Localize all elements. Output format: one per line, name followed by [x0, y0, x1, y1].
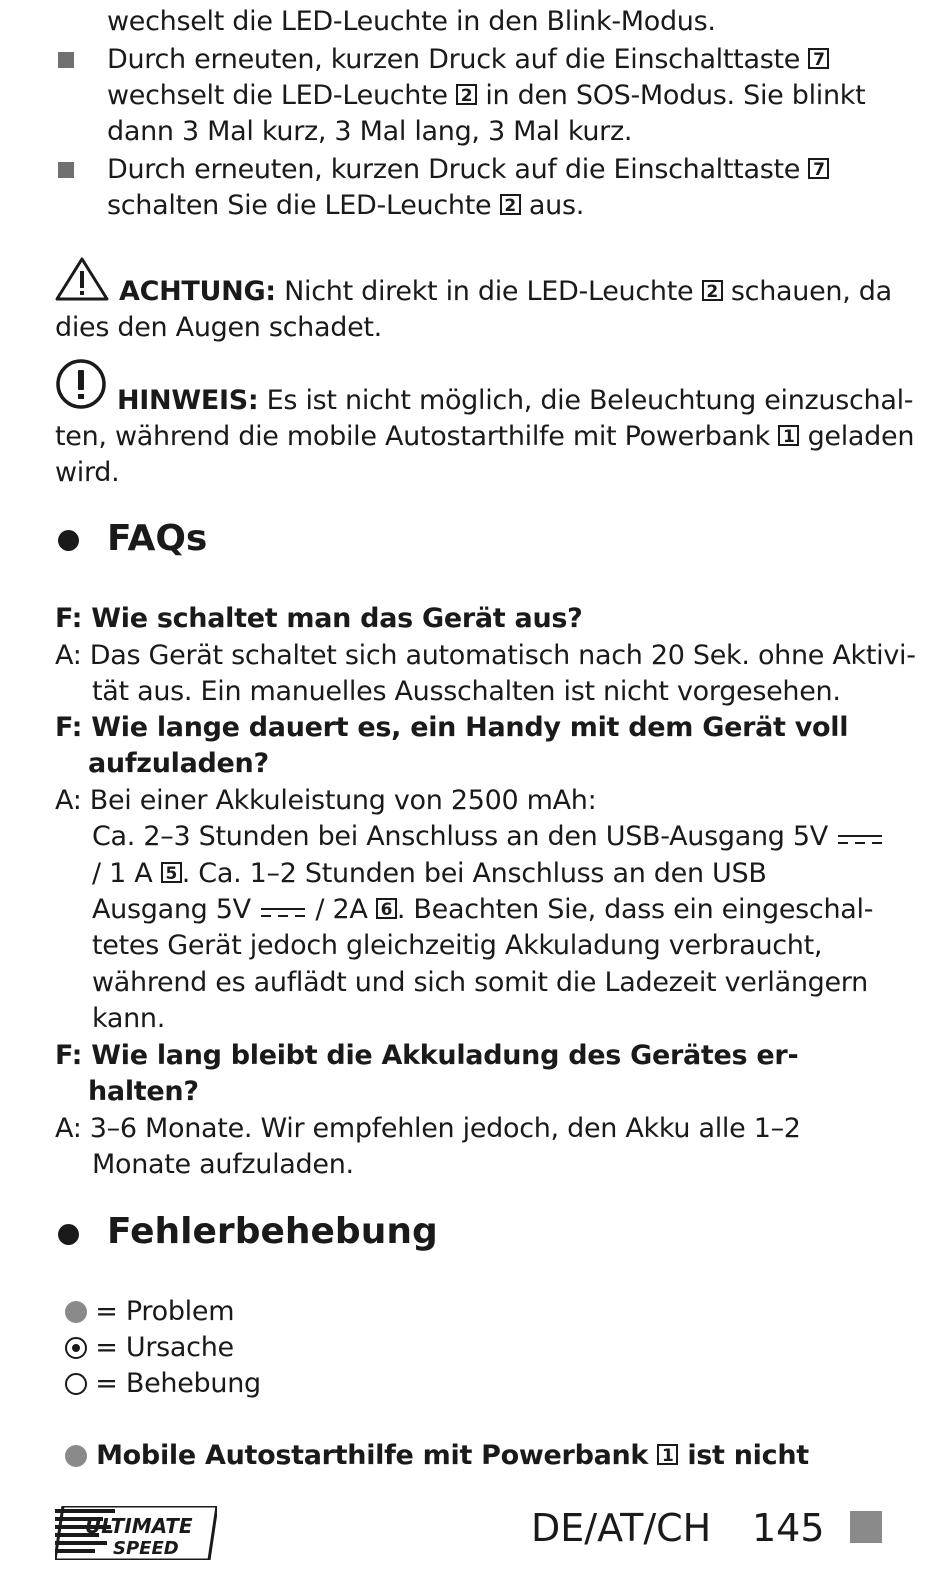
note-line: ten, während die mobile Autostarthilfe mit Powerbank 1 geladen: [55, 421, 915, 452]
part-number-badge: 1: [657, 1444, 678, 1465]
filled-circle-icon: [65, 1301, 87, 1323]
square-bullet-icon: [58, 52, 74, 68]
note-line: wird.: [55, 457, 120, 488]
faq-answer-line: Ca. 2–3 Stunden bei Anschluss an den USB-Ausgang 5V: [92, 819, 884, 855]
square-bullet-icon: [58, 162, 74, 178]
part-number-badge: 5: [161, 862, 182, 883]
part-number-badge: 2: [702, 280, 723, 301]
faq-answer-line: A: Bei einer Akkuleistung von 2500 mAh:: [55, 785, 597, 816]
faq-answer-line: tät aus. Ein manuelles Ausschalten ist nicht vorgesehen.: [92, 676, 841, 707]
faq-answer-line: A: Das Gerät schaltet sich automatisch nach 20 Sek. ohne Aktivi-: [55, 640, 916, 671]
part-number-badge: 1: [778, 425, 799, 446]
part-number-badge: 7: [808, 48, 829, 69]
empty-circle-icon: [65, 1373, 87, 1395]
faq-answer-line: / 1 A 5 . Ca. 1–2 Stunden bei Anschluss an den USB: [92, 858, 767, 889]
section-bullet-icon: [58, 1224, 79, 1245]
ultimate-speed-logo-icon: [55, 1506, 217, 1560]
faq-question: halten?: [88, 1076, 199, 1107]
problem-item: Mobile Autostarthilfe mit Powerbank 1 ist nicht: [65, 1438, 809, 1474]
part-number-badge: 2: [500, 194, 521, 215]
part-number-badge: 6: [376, 898, 397, 919]
faq-question: F: Wie lange dauert es, ein Handy mit dem Gerät voll: [55, 712, 849, 743]
direct-current-icon: [836, 831, 884, 847]
footer-square-icon: [850, 1511, 882, 1543]
part-number-badge: 7: [808, 158, 829, 179]
svg-text:ULTIMATE: ULTIMATE: [85, 1514, 193, 1538]
section-heading: Fehlerbehebung: [107, 1211, 438, 1252]
svg-text:SPEED: SPEED: [113, 1538, 179, 1559]
faq-question: aufzuladen?: [88, 748, 269, 779]
warning-line: dies den Augen schadet.: [55, 312, 382, 343]
part-number-badge: 2: [456, 84, 477, 105]
filled-circle-icon: [65, 1445, 87, 1467]
section-bullet-icon: [58, 530, 79, 551]
warning-triangle-icon: [55, 256, 109, 302]
faq-question: F: Wie schaltet man das Gerät aus?: [55, 603, 583, 634]
brand-logo: [55, 1506, 217, 1560]
legend-item-cause: = Ursache: [65, 1330, 234, 1366]
note-label: HINWEIS:: [117, 385, 259, 416]
page-number: 145: [752, 1506, 825, 1550]
list-item-line: wechselt die LED-Leuchte 2 in den SOS-Modus. Sie blinkt: [107, 80, 866, 111]
faq-question: F: Wie lang bleibt die Akkuladung des Gerätes er-: [55, 1040, 799, 1071]
faq-answer-line: Ausgang 5V / 2A 6 . Beachten Sie, dass ein eingeschal-: [92, 894, 874, 925]
list-item-line: Durch erneuten, kurzen Druck auf die Einschalttaste 7: [107, 42, 829, 78]
section-heading: FAQs: [107, 518, 208, 559]
legend-item-fix: = Behebung: [65, 1366, 261, 1402]
dot-circle-icon: [65, 1337, 87, 1359]
list-item-line: dann 3 Mal kurz, 3 Mal lang, 3 Mal kurz.: [107, 116, 633, 147]
warning-line: ACHTUNG: Nicht direkt in die LED-Leuchte 2 schauen, da: [119, 276, 892, 307]
intro-line: wechselt die LED-Leuchte in den Blink-Modus.: [107, 6, 716, 37]
faq-answer-line: A: 3–6 Monate. Wir empfehlen jedoch, den Akku alle 1–2: [55, 1113, 801, 1144]
legend-item-problem: = Problem: [65, 1294, 234, 1330]
direct-current-icon: [259, 904, 307, 920]
footer-country: DE/AT/CH: [531, 1506, 712, 1550]
list-item-line: Durch erneuten, kurzen Druck auf die Einschalttaste 7: [107, 152, 829, 188]
note-line: HINWEIS: Es ist nicht möglich, die Beleuchtung einzuschal-: [117, 385, 914, 416]
faq-answer-line: kann.: [92, 1003, 166, 1034]
faq-answer-line: Monate aufzuladen.: [92, 1149, 354, 1180]
list-item-line: schalten Sie die LED-Leuchte 2 aus.: [107, 190, 585, 221]
warning-label: ACHTUNG:: [119, 276, 276, 307]
exclamation-circle-icon: [55, 358, 107, 410]
faq-answer-line: tetes Gerät jedoch gleichzeitig Akkuladung verbraucht,: [92, 930, 823, 961]
faq-answer-line: während es auflädt und sich somit die Ladezeit verlängern: [92, 967, 868, 998]
